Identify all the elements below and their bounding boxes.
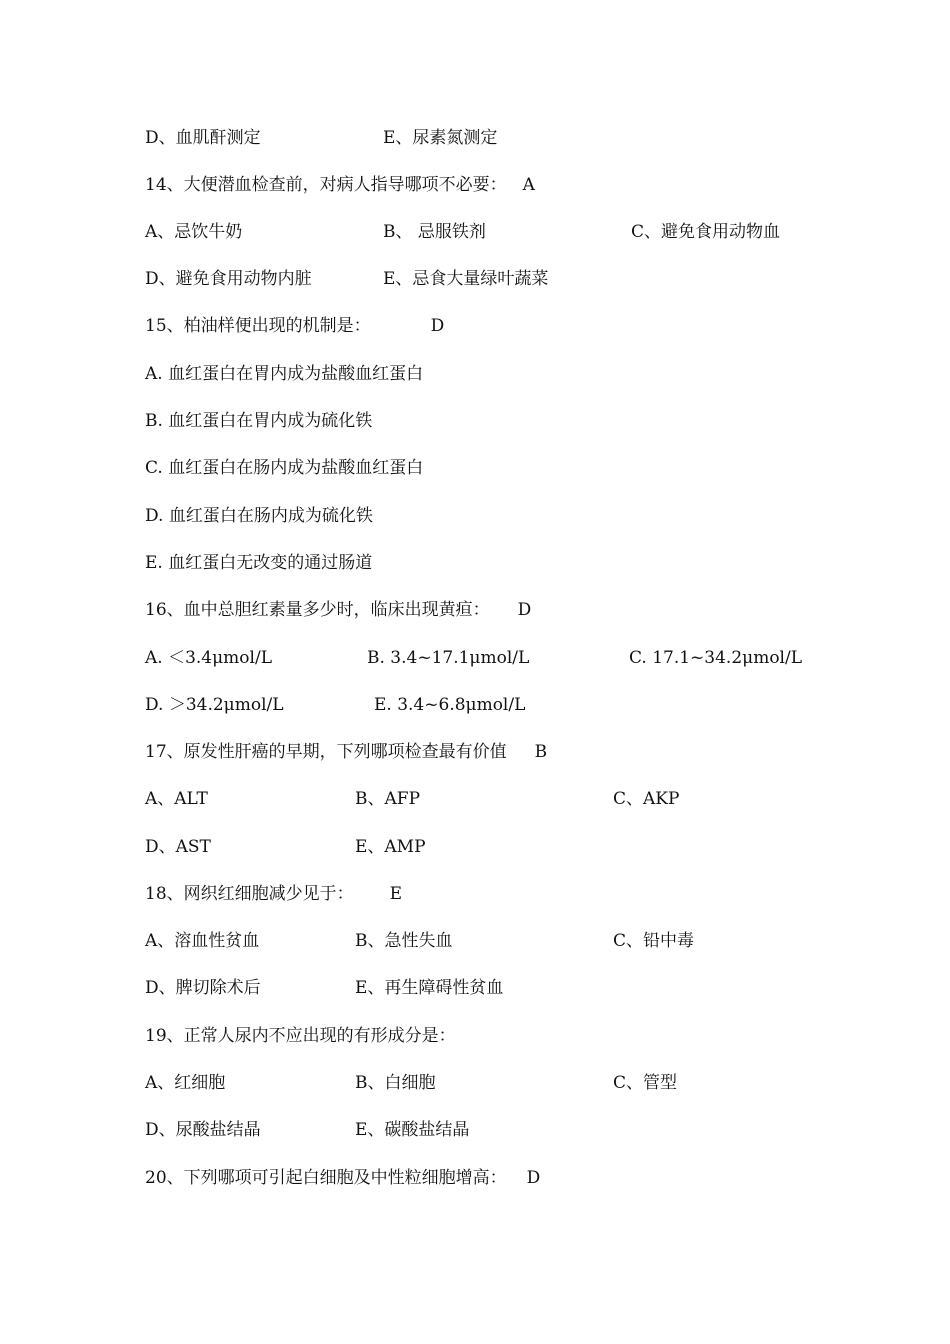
q15-option-c: C. 血红蛋白在肠内成为盐酸血红蛋白	[145, 458, 424, 478]
q20-stem-line	[145, 1165, 540, 1191]
q16-option-b: B. 3.4~17.1μmol/L	[367, 648, 530, 668]
q20-stem: 20、下列哪项可引起白细胞及中性粒细胞增高：	[145, 1168, 507, 1188]
q13-option-d: D、血肌酐测定	[145, 128, 261, 148]
q18-answer: E	[389, 884, 403, 904]
q15-option-b-line	[145, 408, 372, 434]
q18-option-a: A、溶血性贫血	[145, 931, 260, 951]
q14-option-e: E、忌食大量绿叶蔬菜	[383, 269, 549, 289]
q18-option-b: B、急性失血	[355, 931, 453, 951]
q17-option-c: C、AKP	[613, 789, 680, 809]
q14-option-c: C、避免食用动物血	[631, 222, 781, 242]
q15-option-d: D. 血红蛋白在肠内成为硫化铁	[145, 506, 373, 526]
q16-stem-line	[145, 597, 531, 623]
q19-option-e: E、碳酸盐结晶	[355, 1120, 470, 1140]
q17-option-b: B、AFP	[355, 789, 421, 809]
q18-stem-line	[145, 881, 402, 907]
q15-option-e-line	[145, 550, 372, 576]
q18-option-c: C、铅中毒	[613, 931, 695, 951]
q15-option-d-line	[145, 503, 373, 529]
q16-option-c: C. 17.1~34.2μmol/L	[629, 648, 803, 668]
q18-option-d: D、脾切除术后	[145, 978, 261, 998]
q19-stem-line	[145, 1023, 456, 1049]
q15-option-b: B. 血红蛋白在胃内成为硫化铁	[145, 411, 373, 431]
q16-stem: 16、血中总胆红素量多少时，临床出现黄疸：	[145, 600, 490, 620]
q13-option-e: E、尿素氮测定	[383, 128, 498, 148]
q14-option-b: B、 忌服铁剂	[383, 222, 486, 242]
q15-option-c-line	[145, 455, 423, 481]
q18-option-e: E、再生障碍性贫血	[355, 978, 504, 998]
q16-option-d: D. ＞34.2μmol/L	[145, 695, 284, 715]
q17-stem: 17、原发性肝癌的早期，下列哪项检查最有价值	[145, 742, 507, 762]
q17-answer: B	[534, 742, 548, 762]
q15-option-e: E. 血红蛋白无改变的通过肠道	[145, 553, 373, 573]
q19-option-a: A、红细胞	[145, 1073, 226, 1093]
q16-option-e: E. 3.4~6.8μmol/L	[374, 695, 526, 715]
q19-option-d: D、尿酸盐结晶	[145, 1120, 261, 1140]
q18-stem: 18、网织红细胞减少见于：	[145, 884, 354, 904]
q19-option-b: B、白细胞	[355, 1073, 436, 1093]
q15-option-a: A. 血红蛋白在胃内成为盐酸血红蛋白	[145, 364, 424, 384]
q17-stem-line	[145, 739, 547, 765]
q19-stem: 19、正常人尿内不应出现的有形成分是：	[145, 1026, 456, 1046]
q19-option-c: C、管型	[613, 1073, 678, 1093]
q20-answer: D	[526, 1168, 541, 1188]
q14-option-d: D、避免食用动物内脏	[145, 269, 312, 289]
q16-option-a: A. ＜3.4μmol/L	[145, 648, 272, 668]
q17-option-d: D、AST	[145, 837, 211, 857]
q15-option-a-line	[145, 361, 423, 387]
q14-stem: 14、大便潜血检查前，对病人指导哪项不必要：	[145, 175, 507, 195]
q16-answer: D	[517, 600, 532, 620]
q14-stem-line	[145, 172, 535, 198]
q17-option-e: E、AMP	[355, 837, 426, 857]
q17-option-a: A、ALT	[145, 789, 208, 809]
q15-answer: D	[430, 316, 445, 336]
q14-answer: A	[522, 175, 535, 195]
q15-stem-line	[145, 313, 444, 339]
q15-stem: 15、柏油样便出现的机制是：	[145, 316, 371, 336]
q14-option-a: A、忌饮牛奶	[145, 222, 243, 242]
